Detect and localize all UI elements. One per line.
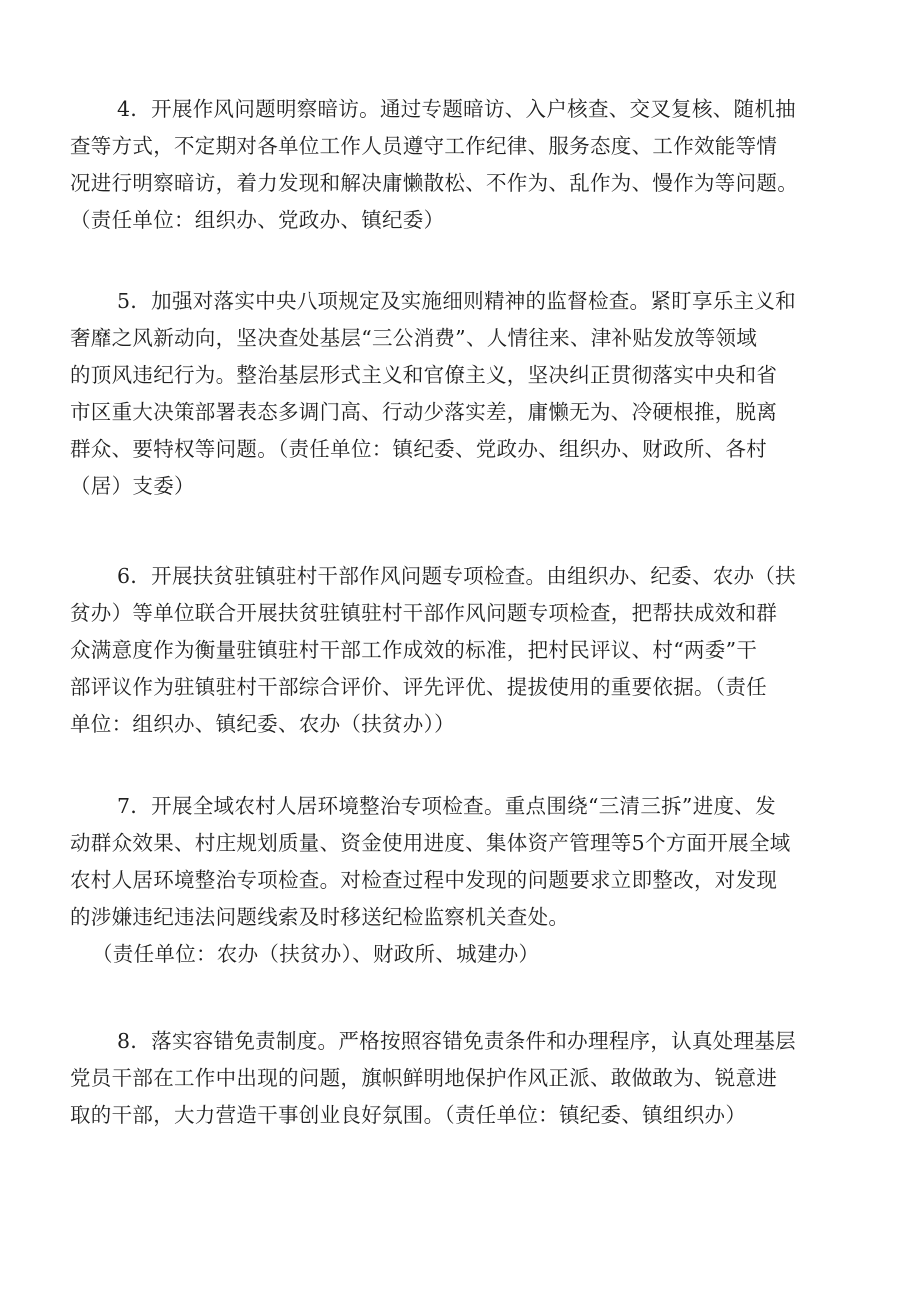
paragraph-line: 7．开展全域农村人居环境整治专项检查。重点围绕“三清三拆”进度、发 [117, 794, 776, 818]
paragraph-line: 查等方式，不定期对各单位工作人员遵守工作纪律、服务态度、工作效能等情 [70, 134, 778, 158]
paragraph-line: 贫办）等单位联合开展扶贫驻镇驻村干部作风问题专项检查，把帮扶成效和群 [70, 601, 778, 625]
paragraph-line: （居）支委） [70, 474, 195, 498]
paragraph-line: （责任单位：组织办、党政办、镇纪委） [70, 208, 445, 232]
paragraph-item-4 [70, 91, 870, 239]
paragraph-line: 取的干部，大力营造干事创业良好氛围。（责任单位：镇纪委、镇组织办） [70, 1103, 747, 1127]
paragraph-line: 部评议作为驻镇驻村干部综合评价、评先评优、提拔使用的重要依据。（责任 [70, 675, 767, 699]
paragraph-line: 群众、要特权等问题。（责任单位：镇纪委、党政办、组织办、财政所、各村 [70, 437, 767, 461]
paragraph-item-7 [70, 788, 870, 973]
paragraph-line: 况进行明察暗访，着力发现和解决庸懒散松、不作为、乱作为、慢作为等问题。 [70, 171, 798, 195]
paragraph-line: 的顶风违纪行为。整治基层形式主义和官僚主义，坚决纠正贯彻落实中央和省 [70, 363, 778, 387]
paragraph-line: 市区重大决策部署表态多调门高、行动少落实差，庸懒无为、冷硬根推，脱离 [70, 400, 778, 424]
paragraph-line: 农村人居环境整治专项检查。对检查过程中发现的问题要求立即整改，对发现 [70, 868, 778, 892]
paragraph-line: （责任单位：农办（扶贫办）、财政所、城建办） [92, 942, 540, 966]
paragraph-line: 6．开展扶贫驻镇驻村干部作风问题专项检查。由组织办、纪委、农办（扶 [117, 564, 796, 588]
paragraph-item-5 [70, 283, 870, 505]
paragraph-line: 众满意度作为衡量驻镇驻村干部工作成效的标准，把村民评议、村“两委”干 [70, 638, 758, 662]
paragraph-item-6 [70, 558, 870, 743]
paragraph-line: 8．落实容错免责制度。严格按照容错免责条件和办理程序，认真处理基层 [117, 1029, 796, 1053]
paragraph-item-8 [70, 1023, 870, 1134]
paragraph-line: 的涉嫌违纪违法问题线索及时移送纪检监察机关查处。 [70, 905, 570, 929]
paragraph-line: 5．加强对落实中央八项规定及实施细则精神的监督检查。紧盯享乐主义和 [117, 289, 796, 313]
paragraph-line: 4．开展作风问题明察暗访。通过专题暗访、入户核查、交叉复核、随机抽 [117, 97, 796, 121]
paragraph-line: 单位：组织办、镇纪委、农办（扶贫办）） [70, 712, 455, 736]
paragraph-line: 动群众效果、村庄规划质量、资金使用进度、集体资产管理等5个方面开展全域 [70, 831, 791, 855]
paragraph-line: 党员干部在工作中出现的问题，旗帜鲜明地保护作风正派、敢做敢为、锐意进 [70, 1066, 778, 1090]
paragraph-line: 奢靡之风新动向，坚决查处基层“三公消费”、人情往来、津补贴发放等领域 [70, 326, 758, 350]
